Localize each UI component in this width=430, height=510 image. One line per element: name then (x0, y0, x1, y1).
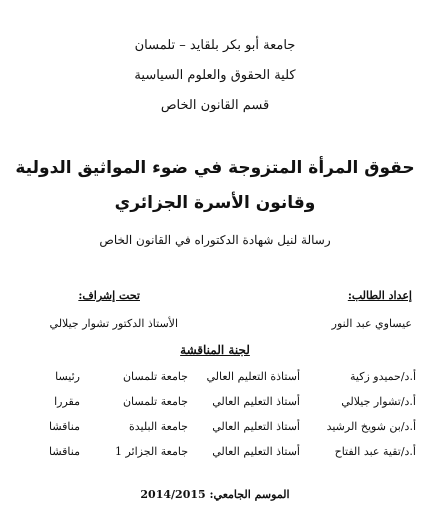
member-institution: جامعة تلمسان (122, 395, 188, 408)
thesis-title-line2: وقانون الأسرة الجزائري (114, 193, 316, 213)
committee-row (0, 445, 430, 461)
department-name: قسم القانون الخاص (160, 98, 270, 113)
member-role: مقررا (54, 395, 80, 408)
student-label: إعداد الطالب: (347, 289, 412, 302)
university-name: جامعة أبو بكر بلقايد – تلمسان (134, 38, 296, 53)
member-role: رئيسا (55, 370, 80, 383)
member-name: أ.د/بن شويخ الرشيد (326, 420, 416, 433)
academic-season: الموسم الجامعي: 2014/2015 (140, 488, 290, 501)
member-role: مناقشا (49, 445, 80, 458)
thesis-title-line1: حقوق المرأة المتزوجة في ضوء المواثيق الدولية (15, 158, 415, 178)
member-name: أ.د/حميدو زكية (350, 370, 416, 383)
member-rank: أستاذ التعليم العالي (212, 395, 300, 408)
committee-row (0, 395, 430, 411)
member-institution: جامعة الجزائر 1 (114, 445, 188, 458)
member-rank: أستاذ التعليم العالي (212, 445, 300, 458)
member-institution: جامعة البليدة (129, 420, 188, 433)
committee-title: لجنة المناقشة (180, 343, 250, 357)
member-rank: أستاذ التعليم العالي (212, 420, 300, 433)
student-name: عيساوي عبد النور (331, 317, 412, 330)
committee-row (0, 420, 430, 436)
member-rank: أستاذة التعليم العالي (206, 370, 300, 383)
supervisor-label: تحت إشراف: (78, 289, 140, 302)
supervisor-name: الأستاذ الدكتور تشوار جيلالي (49, 317, 178, 330)
member-name: أ.د/تشوار جيلالي (341, 395, 416, 408)
faculty-name: كلية الحقوق والعلوم السياسية (134, 68, 296, 83)
member-name: أ.د/تقية عبد الفتاح (334, 445, 416, 458)
member-role: مناقشا (49, 420, 80, 433)
thesis-subtitle: رسالة لنيل شهادة الدكتوراه في القانون الخاص (99, 233, 331, 247)
member-institution: جامعة تلمسان (122, 370, 188, 383)
committee-row (0, 370, 430, 386)
